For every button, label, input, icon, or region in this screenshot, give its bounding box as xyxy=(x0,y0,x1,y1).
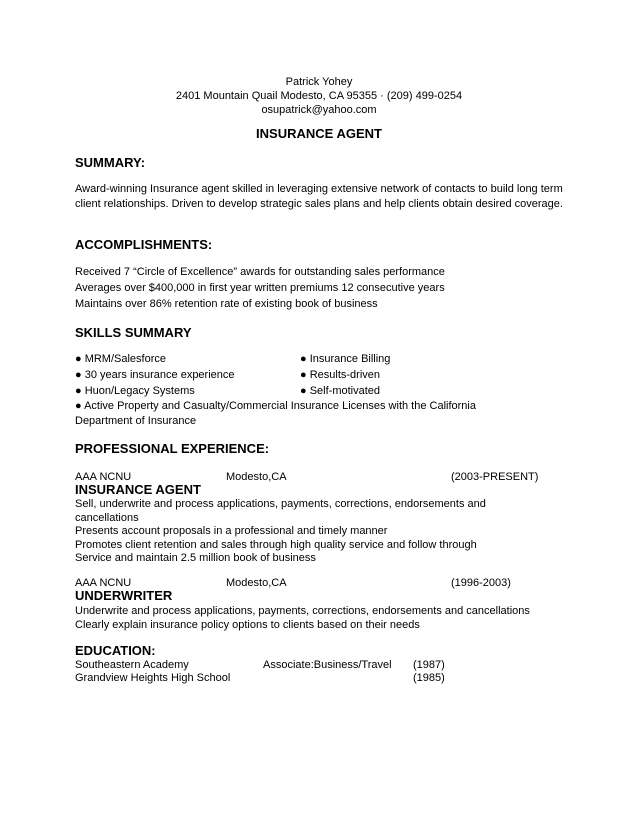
school-year: (1987) xyxy=(413,659,445,671)
job-role: UNDERWRITER xyxy=(75,588,173,603)
job-duty: Presents account proposals in a professional and timely manner xyxy=(75,525,388,537)
candidate-name: Patrick Yohey xyxy=(285,76,353,88)
school-year: (1985) xyxy=(413,672,445,684)
experience-heading: PROFESSIONAL EXPERIENCE: xyxy=(75,441,270,456)
skill-item-licenses: ● Active Property and Casualty/Commercial Insurance Licenses with the California xyxy=(75,400,476,412)
summary-text: Award-winning Insurance agent skilled in leveraging extensive network of contacts to build long term client relationships. Driven to develop strategic sales plans and help clients obtain desired coverage. xyxy=(75,183,563,210)
job-duty: Promotes client retention and sales through high quality service and follow through xyxy=(75,539,477,551)
skill-item: ● MRM/Salesforce xyxy=(75,353,166,365)
job-location: Modesto,CA xyxy=(226,471,287,483)
skill-item-licenses-cont: Department of Insurance xyxy=(75,415,197,427)
school-name: Grandview Heights High School xyxy=(75,672,231,684)
job-company: AAA NCNU xyxy=(75,577,132,589)
job-dates: (1996-2003) xyxy=(451,577,511,589)
job-duty: Service and maintain 2.5 million book of business xyxy=(75,552,316,564)
skills-heading: SKILLS SUMMARY xyxy=(75,325,192,340)
school-name: Southeastern Academy xyxy=(75,659,189,671)
accomplishment-item: Averages over $400,000 in first year written premiums 12 consecutive years xyxy=(75,282,445,294)
job-location: Modesto,CA xyxy=(226,577,287,589)
skill-item: ● Insurance Billing xyxy=(300,353,391,365)
skill-item: ● 30 years insurance experience xyxy=(75,369,235,381)
accomplishments-heading: ACCOMPLISHMENTS: xyxy=(75,237,213,252)
skill-item: ● Huon/Legacy Systems xyxy=(75,385,195,397)
summary-heading: SUMMARY: xyxy=(75,155,146,170)
job-duty: Sell, underwrite and process applications, payments, corrections, endorsements and cancellations xyxy=(75,498,486,524)
job-duty: Underwrite and process applications, payments, corrections, endorsements and cancellations xyxy=(75,605,530,617)
job-company: AAA NCNU xyxy=(75,471,132,483)
job-role: INSURANCE AGENT xyxy=(75,482,201,497)
accomplishment-item: Maintains over 86% retention rate of existing book of business xyxy=(75,298,378,310)
job-title: INSURANCE AGENT xyxy=(256,126,382,141)
skill-item: ● Self-motivated xyxy=(300,385,381,397)
contact-email: osupatrick@yahoo.com xyxy=(261,104,377,116)
job-duty: Clearly explain insurance policy options to clients based on their needs xyxy=(75,619,420,631)
contact-address: 2401 Mountain Quail Modesto, CA 95355 · (209) 499-0254 xyxy=(175,90,463,102)
school-degree: Associate:Business/Travel xyxy=(263,659,392,671)
job-dates: (2003-PRESENT) xyxy=(451,471,539,483)
education-heading: EDUCATION: xyxy=(75,643,156,658)
accomplishment-item: Received 7 “Circle of Excellence” awards for outstanding sales performance xyxy=(75,266,445,278)
skill-item: ● Results-driven xyxy=(300,369,381,381)
